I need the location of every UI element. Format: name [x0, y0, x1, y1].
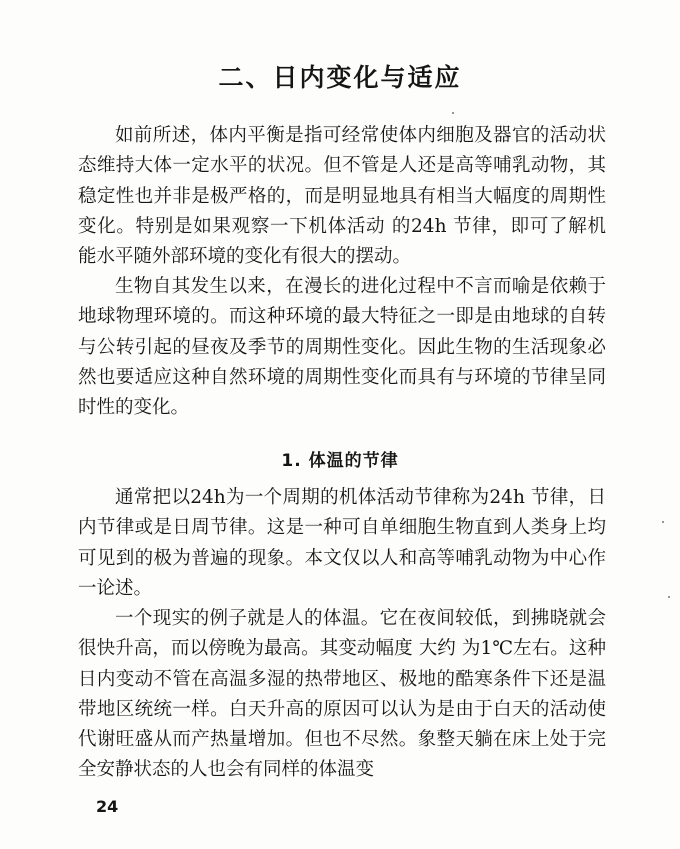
paragraph-evolution: 生物自其发生以来，在漫长的进化过程中不言而喻是依赖于地球物理环境的。而这种环境的最大特征之一即是由地球的自转与公转引起的昼夜及季节的周期性变化。因此生物的生活现象必然也要适应这种自然环境的周期性变化而具有与环境的节律呈同时性的变化。 — [78, 276, 606, 419]
section-title: 1. 体温的节律 — [281, 451, 399, 471]
paragraph-body-temperature: 一个现实的例子就是人的体温。它在夜间较低，到拂晓就会很快升高，而以傍晚为最高。其变动幅度 大约 为1℃左右。这种日内变动不管在高温多湿的热带地区、极地的酷寒条件下还是温带地区统统一样。白天升高的原因可以认为是由于白天的活动使代谢旺盛从而产热量增加。但也不尽然。象整天躺在床上处于完全安静状态的人也会有同样的体温变 — [78, 608, 606, 781]
chapter-title: 二、日内变化与适应 — [218, 63, 462, 92]
scan-speck — [452, 112, 454, 114]
paragraph-24h-rhythm: 通常把以24h为一个周期的机体活动节律称为24h 节律，日内节律或是日周节律。这是一种可自单细胞生物直到人类身上均可见到的极为普遍的现象。本文仅以人和高等哺乳动物为中心作一论述。 — [78, 487, 606, 599]
scan-speck — [662, 521, 664, 523]
scan-speck — [668, 596, 670, 598]
paragraph-homeostasis: 如前所述，体内平衡是指可经常使体内细胞及器官的活动状态维持大体一定水平的状况。但不管是人还是高等哺乳动物，其稳定性也并非是极严格的，而是明显地具有相当大幅度的周期性变化。特别是如果观察一下机体活动 的24h 节律，即可了解机能水平随外部环境的变化有很大的摆动。 — [78, 125, 606, 268]
page-number: 24 — [96, 797, 119, 816]
